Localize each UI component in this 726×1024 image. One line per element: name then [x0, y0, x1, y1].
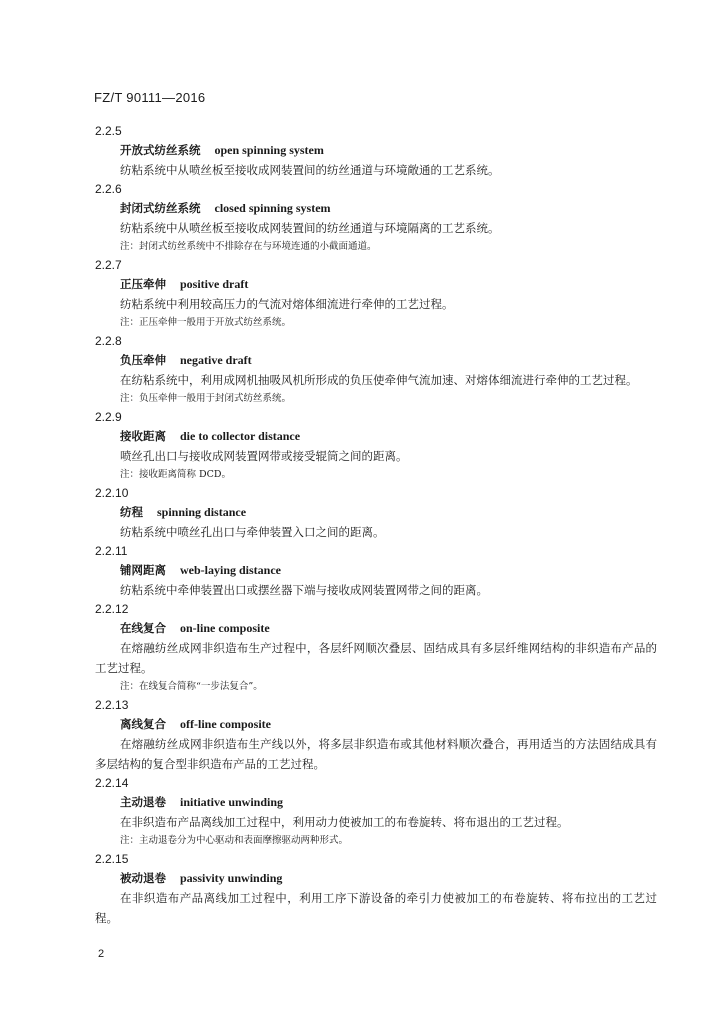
term-chinese: 接收距离	[120, 429, 166, 443]
term-number: 2.2.6	[95, 182, 122, 196]
term-definition: 纺粘系统中喷丝孔出口与牵伸装置入口之间的距离。	[120, 525, 385, 539]
term-definition: 喷丝孔出口与接收成网装置网带或接受辊筒之间的距离。	[120, 449, 408, 463]
term-heading	[120, 561, 726, 580]
term-entry	[0, 774, 726, 850]
term-heading	[120, 715, 726, 734]
term-heading	[120, 793, 726, 812]
term-definition: 在熔融纺丝成网非织造布生产过程中，各层纤网顺次叠层、固结成具有多层纤维网结构的非织造布产品的工艺过程。	[95, 641, 657, 675]
term-number: 2.2.13	[95, 698, 129, 712]
term-definition: 在非织造布产品离线加工过程中，利用动力使被加工的布卷旋转、将布退出的工艺过程。	[120, 815, 569, 829]
document-code: FZ/T 90111—2016	[94, 90, 206, 105]
term-entry	[0, 408, 726, 484]
term-definition: 在非织造布产品离线加工过程中，利用工序下游设备的牵引力使被加工的布卷旋转、将布拉出的工艺过程。	[95, 891, 657, 925]
term-heading	[120, 869, 726, 888]
term-english: initiative unwinding	[180, 795, 284, 809]
term-note: 注：封闭式纺丝系统中不排除存在与环境连通的小截面通道。	[120, 241, 377, 252]
term-chinese: 正压牵伸	[120, 277, 166, 291]
term-note: 注：正压牵伸一般用于开放式纺丝系统。	[120, 317, 292, 328]
term-definition: 纺粘系统中牵伸装置出口或摆丝器下端与接收成网装置网带之间的距离。	[120, 583, 488, 597]
term-entry	[0, 850, 726, 928]
term-note: 注：负压牵伸一般用于封闭式纺丝系统。	[120, 393, 292, 404]
term-english: closed spinning system	[214, 201, 331, 215]
term-definition: 在纺粘系统中，利用成网机抽吸风机所形成的负压使牵伸气流加速、对熔体细流进行牵伸的工艺过程。	[120, 373, 638, 387]
term-chinese: 纺程	[120, 505, 143, 519]
term-entry	[0, 180, 726, 256]
term-english: passivity unwinding	[180, 871, 283, 885]
term-english: spinning distance	[157, 505, 247, 519]
page-number: 2	[98, 948, 105, 960]
term-number: 2.2.14	[95, 776, 129, 790]
term-number: 2.2.11	[95, 544, 128, 558]
term-english: open spinning system	[214, 143, 324, 157]
term-heading	[120, 503, 726, 522]
term-english: die to collector distance	[180, 429, 301, 443]
term-number: 2.2.8	[95, 334, 122, 348]
term-heading	[120, 141, 726, 160]
term-chinese: 在线复合	[120, 621, 166, 635]
term-number: 2.2.10	[95, 486, 129, 500]
term-entry	[0, 600, 726, 696]
term-entry	[0, 696, 726, 774]
term-chinese: 离线复合	[120, 717, 166, 731]
term-chinese: 开放式纺丝系统	[120, 143, 201, 157]
term-number: 2.2.9	[95, 410, 122, 424]
term-heading	[120, 275, 726, 294]
term-note: 注：接收距离简称 DCD。	[120, 469, 232, 480]
term-heading	[120, 427, 726, 446]
term-english: negative draft	[180, 353, 252, 367]
term-entry	[0, 542, 726, 600]
term-heading	[120, 199, 726, 218]
term-number: 2.2.5	[95, 124, 122, 138]
term-entry	[0, 122, 726, 180]
term-chinese: 被动退卷	[120, 871, 166, 885]
term-definition: 纺粘系统中从喷丝板至接收成网装置间的纺丝通道与环境隔离的工艺系统。	[120, 221, 500, 235]
term-english: on-line composite	[180, 621, 270, 635]
term-entries	[0, 122, 726, 928]
term-note: 注：在线复合简称“一步法复合”。	[120, 681, 263, 692]
term-number: 2.2.12	[95, 602, 129, 616]
term-note: 注：主动退卷分为中心驱动和表面摩擦驱动两种形式。	[120, 835, 349, 846]
term-definition: 纺粘系统中利用较高压力的气流对熔体细流进行牵伸的工艺过程。	[120, 297, 454, 311]
term-english: positive draft	[180, 277, 249, 291]
term-chinese: 负压牵伸	[120, 353, 166, 367]
term-heading	[120, 619, 726, 638]
term-chinese: 铺网距离	[120, 563, 166, 577]
term-chinese: 主动退卷	[120, 795, 166, 809]
term-definition: 在熔融纺丝成网非织造布生产线以外，将多层非织造布或其他材料顺次叠合，再用适当的方法固结成具有多层结构的复合型非织造布产品的工艺过程。	[95, 737, 657, 771]
term-heading	[120, 351, 726, 370]
term-number: 2.2.7	[95, 258, 122, 272]
term-entry	[0, 256, 726, 332]
term-definition: 纺粘系统中从喷丝板至接收成网装置间的纺丝通道与环境敞通的工艺系统。	[120, 163, 500, 177]
term-entry	[0, 332, 726, 408]
term-number: 2.2.15	[95, 852, 129, 866]
term-entry	[0, 484, 726, 542]
term-chinese: 封闭式纺丝系统	[120, 201, 201, 215]
term-english: web-laying distance	[180, 563, 282, 577]
term-english: off-line composite	[180, 717, 271, 731]
